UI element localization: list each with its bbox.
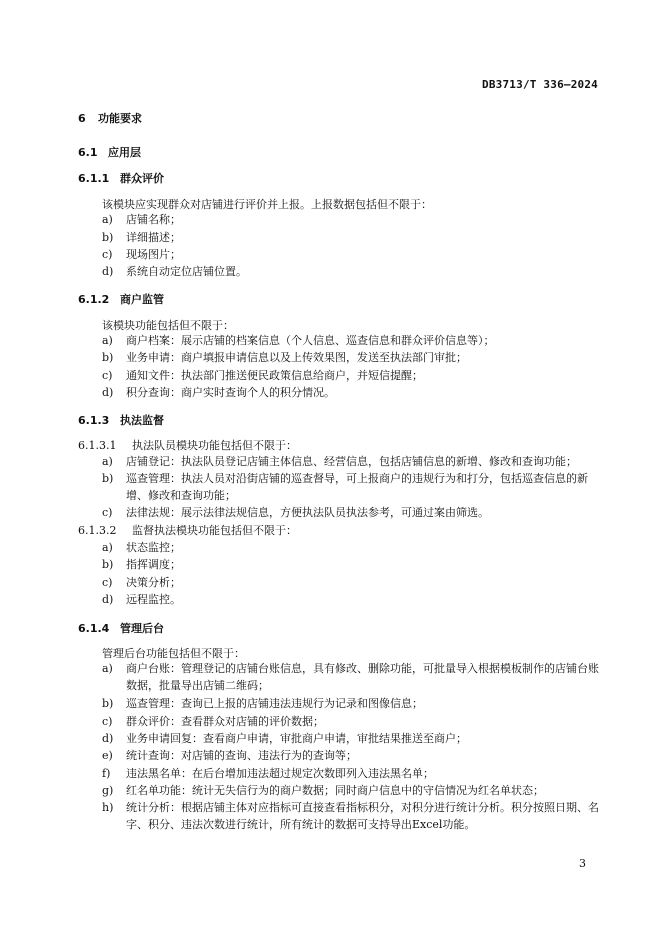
page-number: 3 <box>579 857 586 870</box>
document-code: DB3713/T 336—2024 <box>482 78 598 91</box>
paragraph: 管理后台功能包括但不限于： <box>102 647 245 660</box>
list-item: c) 现场图片； <box>102 248 181 261</box>
list-item: c) 法律法规：展示法律法规信息，方便执法队员执法参考，可通过案由筛选。 <box>102 506 489 519</box>
list-item: e) 统计查询：对店铺的查询、违法行为的查询等； <box>102 749 357 762</box>
list-item: d) 远程监控。 <box>102 593 181 606</box>
section-6-1-3-heading <box>78 412 164 428</box>
section-number: 6 <box>78 112 86 125</box>
section-title: 执法监督 <box>120 414 164 427</box>
list-item: h) 统计分析：根据店铺主体对应指标可直接查看指标积分，对积分进行统计分析。积分按照日期、名字、积分、违法次数进行统计，所有统计的数据可支持导出Excel功能。 <box>102 801 599 831</box>
subsection-text: 监督执法模块功能包括但不限于： <box>132 524 297 537</box>
section-title: 应用层 <box>108 146 141 159</box>
list-item: c) 群众评价：查看群众对店铺的评价数据； <box>102 715 324 728</box>
section-6-1-4-heading <box>78 620 164 636</box>
list-item: f) 违法黑名单：在后台增加违法超过规定次数即列入违法黑名单； <box>102 767 434 780</box>
section-title: 功能要求 <box>98 112 142 125</box>
list-item: c) 通知文件：执法部门推送便民政策信息给商户，并短信提醒； <box>102 369 423 382</box>
paragraph: 该模块功能包括但不限于： <box>102 319 234 332</box>
section-number: 6.1 <box>78 146 98 159</box>
list-item: a) 商户档案：展示店铺的档案信息（个人信息、巡查信息和群众评价信息等）； <box>102 334 495 347</box>
list-item: d) 业务申请回复：查看商户申请，审批商户申请，审批结果推送至商户； <box>102 732 467 745</box>
section-title: 管理后台 <box>120 622 164 635</box>
section-title: 群众评价 <box>120 172 164 185</box>
section-6-1-2-heading <box>78 291 164 307</box>
section-6-1-1-heading <box>78 170 164 186</box>
section-number: 6.1.2 <box>78 293 110 306</box>
list-item: b) 详细描述； <box>102 231 181 244</box>
list-item: a) 店铺登记：执法队员登记店铺主体信息、经营信息，包括店铺信息的新增、修改和查询功能； <box>102 455 577 468</box>
list-item: d) 积分查询：商户实时查询个人的积分情况。 <box>102 386 335 399</box>
subsection-6-1-3-1 <box>78 437 297 453</box>
list-item: b) 指挥调度； <box>102 558 181 571</box>
section-number: 6.1.4 <box>78 622 110 635</box>
list-item: a) 状态监控； <box>102 541 181 554</box>
list-item: a) 店铺名称； <box>102 213 181 226</box>
subsection-text: 执法队员模块功能包括但不限于： <box>132 439 297 452</box>
section-6-heading <box>78 110 142 126</box>
list-item: c) 决策分析； <box>102 576 181 589</box>
section-title: 商户监管 <box>120 293 164 306</box>
subsection-number: 6.1.3.1 <box>78 439 117 452</box>
paragraph: 该模块应实现群众对店铺进行评价并上报。上报数据包括但不限于： <box>102 198 432 211</box>
list-item: a) 商户台账：管理登记的店铺台账信息，具有修改、删除功能，可批量导入根据模板制作的店铺台账数据，批量导出店铺二维码； <box>102 662 599 692</box>
section-number: 6.1.3 <box>78 414 110 427</box>
list-item: b) 业务申请：商户填报申请信息以及上传效果图，发送至执法部门审批； <box>102 351 467 364</box>
subsection-6-1-3-2 <box>78 522 297 538</box>
list-item: b) 巡查管理：查询已上报的店铺违法违规行为记录和图像信息； <box>102 697 423 710</box>
list-item: b) 巡查管理：执法人员对沿街店铺的巡查督导，可上报商户的违规行为和打分，包括巡查信息的新增、修改和查询功能； <box>102 472 588 502</box>
list-item: g) 红名单功能：统计无失信行为的商户数据；同时商户信息中的守信情况为红名单状态； <box>102 784 544 797</box>
subsection-number: 6.1.3.2 <box>78 524 117 537</box>
section-6-1-heading <box>78 144 141 160</box>
section-number: 6.1.1 <box>78 172 110 185</box>
list-item: d) 系统自动定位店铺位置。 <box>102 265 247 278</box>
